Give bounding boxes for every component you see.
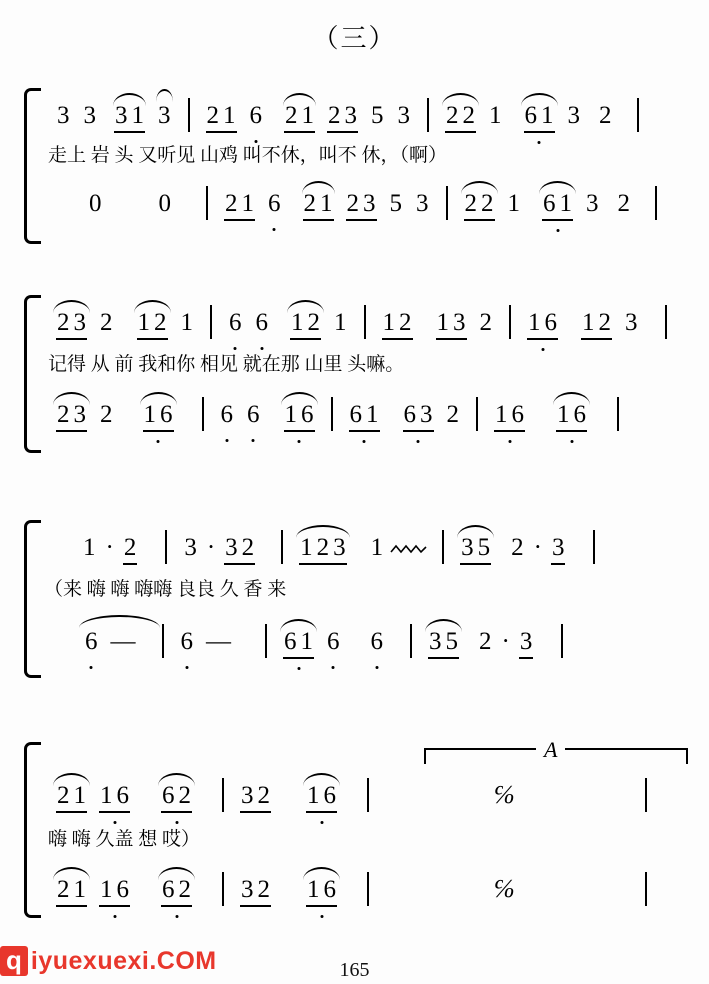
barline (162, 624, 164, 658)
note-group: 1 2 (136, 310, 169, 341)
system-3-lyrics: （来 嗨 嗨 嗨嗨 良良 久 香 来 (44, 579, 287, 600)
barline (427, 98, 429, 132)
system-brace (24, 520, 41, 678)
barline (655, 186, 657, 220)
note-group: 3 5 (459, 535, 492, 566)
note-group: 3 (57, 102, 70, 129)
barline (645, 872, 647, 906)
note-group: 1 6 (305, 783, 338, 814)
system-brace (24, 295, 41, 453)
barline (645, 778, 647, 812)
watermark-logo: q (0, 946, 28, 976)
barline (222, 872, 224, 906)
note-group: 1 2 (289, 310, 322, 341)
note-group: 3 (550, 535, 567, 566)
note-group: 2 2 (444, 103, 477, 134)
system-brace (24, 742, 41, 918)
slur (156, 89, 173, 102)
note-group: 2 (479, 628, 492, 655)
note-extension: — (110, 628, 136, 655)
octave-dot (185, 666, 188, 669)
note-group: 1 3 (435, 310, 468, 341)
barline (367, 778, 369, 812)
note-group: 6 (227, 310, 244, 341)
note-group: 1 6 (526, 310, 559, 341)
barline (206, 186, 208, 220)
barline (509, 305, 511, 339)
octave-dot (375, 666, 378, 669)
note-group: 2 1 (223, 191, 256, 222)
note-group: 1 6 (493, 402, 526, 433)
note-group: 3 (518, 629, 535, 660)
note-group: 6 (254, 310, 271, 341)
system-4-upper-voice (44, 768, 684, 814)
octave-dot (113, 915, 116, 918)
note-group: 1 (507, 190, 520, 217)
note-group: 6 (369, 629, 386, 660)
measure (433, 103, 625, 134)
note-group: 2 3 (345, 191, 378, 222)
measure (44, 877, 204, 908)
measure (271, 629, 396, 660)
barline (476, 397, 478, 431)
note-group: 6 2 (160, 783, 193, 814)
note-group: 3 2 (239, 783, 272, 814)
system-1-upper-voice (44, 88, 684, 134)
note-group: 2 (446, 401, 459, 428)
barline (265, 624, 267, 658)
note-group: 2 3 (55, 402, 88, 433)
note-group: 2 1 (205, 103, 238, 134)
note-group: 3 2 (239, 877, 272, 908)
note-group: 2 3 (326, 103, 359, 134)
repeat-sign: ℅ (493, 874, 515, 903)
note-group: 2 3 (55, 310, 88, 341)
note-group: 6 (245, 402, 262, 433)
barline (202, 397, 204, 431)
slur (79, 615, 160, 628)
measure (44, 629, 148, 660)
note-group: 6 2 (160, 877, 193, 908)
note-group: 6 1 (348, 402, 381, 433)
page-title: （三） (312, 24, 397, 53)
octave-dot (298, 440, 301, 443)
measure (44, 783, 204, 814)
augmentation-dot: · (105, 534, 114, 561)
note-group: 3 1 (113, 103, 146, 134)
octave-dot (90, 666, 93, 669)
measure (44, 310, 206, 341)
vibrato-icon (390, 542, 428, 554)
note-group: 1 2 (580, 310, 613, 341)
watermark-text: iyuexuexi.COM (30, 947, 217, 975)
repeat-sign: ℅ (493, 780, 515, 809)
note-group: 1 6 (98, 877, 131, 908)
octave-dot (332, 666, 335, 669)
measure (208, 402, 327, 433)
system-4-lower-voice (44, 862, 684, 908)
note-group: 3 2 (223, 535, 256, 566)
barline (331, 397, 333, 431)
note-group: 3 (156, 103, 173, 134)
barline (281, 530, 283, 564)
note-group: 1 (180, 309, 193, 336)
system-3-upper-voice (44, 520, 684, 566)
note-group: 6 1 (541, 191, 574, 222)
system-4-lyrics: 嗨 嗨 久盖 想 哎） (48, 829, 201, 850)
measure (194, 103, 424, 134)
augmentation-dot: · (501, 628, 510, 655)
measure (370, 310, 506, 341)
note-group: 3 (625, 309, 638, 336)
note-group: 1 6 (98, 783, 131, 814)
system-2-lower-voice (44, 387, 684, 433)
note-group: 1 (489, 102, 502, 129)
note-group: 0 (89, 190, 102, 217)
note-group: 1 (370, 534, 384, 561)
note-group: 2 1 (55, 877, 88, 908)
note-group: 2 (479, 309, 492, 336)
note-group: 6 1 (282, 629, 315, 660)
octave-dot (320, 915, 323, 918)
measure (482, 402, 599, 433)
note-group: 1 6 (142, 402, 175, 433)
measure (171, 535, 267, 566)
barline (210, 305, 212, 339)
measure (44, 402, 186, 433)
note-group: 2 1 (283, 103, 316, 134)
system-2 (24, 295, 684, 447)
note-group: 6 (266, 191, 283, 222)
system-brace (24, 88, 41, 244)
system-1-lyrics: 走上 岩 头 又听见 山鸡 叫不休，叫不 休，（啊） (48, 145, 448, 166)
barline (446, 186, 448, 220)
system-1 (24, 88, 684, 238)
note-group: 1 6 (305, 877, 338, 908)
measure (44, 535, 149, 566)
note-group: 1 (83, 534, 96, 561)
octave-dot (252, 439, 255, 442)
barline (617, 397, 619, 431)
system-1-lower-voice (44, 176, 684, 222)
measure (337, 402, 473, 433)
note-group: 3 (567, 102, 580, 129)
barline (561, 624, 563, 658)
note-group: 2 (100, 401, 113, 428)
note-group: 6 (179, 629, 196, 660)
note-group: 5 (389, 190, 402, 217)
page-number: 165 (339, 959, 370, 981)
note-group: 1 2 3 (298, 535, 348, 566)
measure (44, 191, 184, 222)
note-group: 6 3 (402, 402, 435, 433)
watermark (0, 944, 217, 978)
measure (515, 310, 651, 341)
note-group: 6 (83, 629, 100, 660)
note-group: 2 1 (302, 191, 335, 222)
measure (452, 191, 644, 222)
note-group: 3 (83, 102, 96, 129)
system-2-lyrics: 记得 从 前 我和你 相见 就在那 山里 头嘛。 (48, 354, 405, 375)
measure (373, 780, 635, 814)
barline (442, 530, 444, 564)
note-group: 3 (184, 534, 197, 561)
note-group: 3 (416, 190, 429, 217)
note-group: 2 (599, 102, 612, 129)
system-3-lower-voice (44, 614, 684, 660)
barline (367, 872, 369, 906)
measure (448, 535, 577, 566)
barline (364, 305, 366, 339)
measure (228, 783, 349, 814)
octave-dot (556, 229, 559, 232)
barline (593, 530, 595, 564)
note-group: 6 (248, 103, 265, 134)
measure (287, 535, 434, 566)
system-4 (24, 737, 684, 912)
note-group: 2 (511, 534, 524, 561)
octave-dot (157, 440, 160, 443)
note-group: 0 (158, 190, 171, 217)
system-3 (24, 520, 684, 672)
measure (228, 877, 349, 908)
barline (188, 98, 190, 132)
barline (222, 778, 224, 812)
octave-dot (225, 439, 228, 442)
note-group: 2 (122, 535, 139, 566)
octave-dot (570, 440, 573, 443)
section-a-label: A (536, 737, 565, 763)
note-group: 1 6 (283, 402, 316, 433)
measure (212, 191, 442, 222)
octave-dot (297, 667, 300, 670)
octave-dot (508, 440, 511, 443)
note-group: 5 (371, 102, 384, 129)
note-group: 3 (397, 102, 410, 129)
octave-dot (273, 228, 276, 231)
measure (216, 310, 360, 341)
note-group: 2 1 (55, 783, 88, 814)
barline (665, 305, 667, 339)
note-group: 2 2 (463, 191, 496, 222)
barline (165, 530, 167, 564)
note-group: 3 5 (427, 629, 460, 660)
measure (416, 629, 545, 660)
note-extension: — (206, 628, 231, 655)
note-group: 6 1 (523, 103, 556, 134)
octave-dot (417, 440, 420, 443)
octave-dot (363, 440, 366, 443)
augmentation-dot: · (206, 534, 216, 561)
note-group: 3 (586, 190, 599, 217)
measure (168, 629, 244, 660)
augmentation-dot: · (533, 534, 542, 561)
barline (637, 98, 639, 132)
note-group: 1 (334, 309, 347, 336)
measure (44, 103, 184, 134)
note-group: 1 6 (555, 402, 588, 433)
octave-dot (175, 915, 178, 918)
note-group: 6 (325, 629, 342, 660)
system-2-upper-voice (44, 295, 684, 341)
note-group: 1 2 (381, 310, 414, 341)
measure (373, 874, 635, 908)
note-group: 2 (617, 190, 630, 217)
barline (410, 624, 412, 658)
note-group: 2 (100, 309, 113, 336)
note-group: 6 (219, 402, 236, 433)
